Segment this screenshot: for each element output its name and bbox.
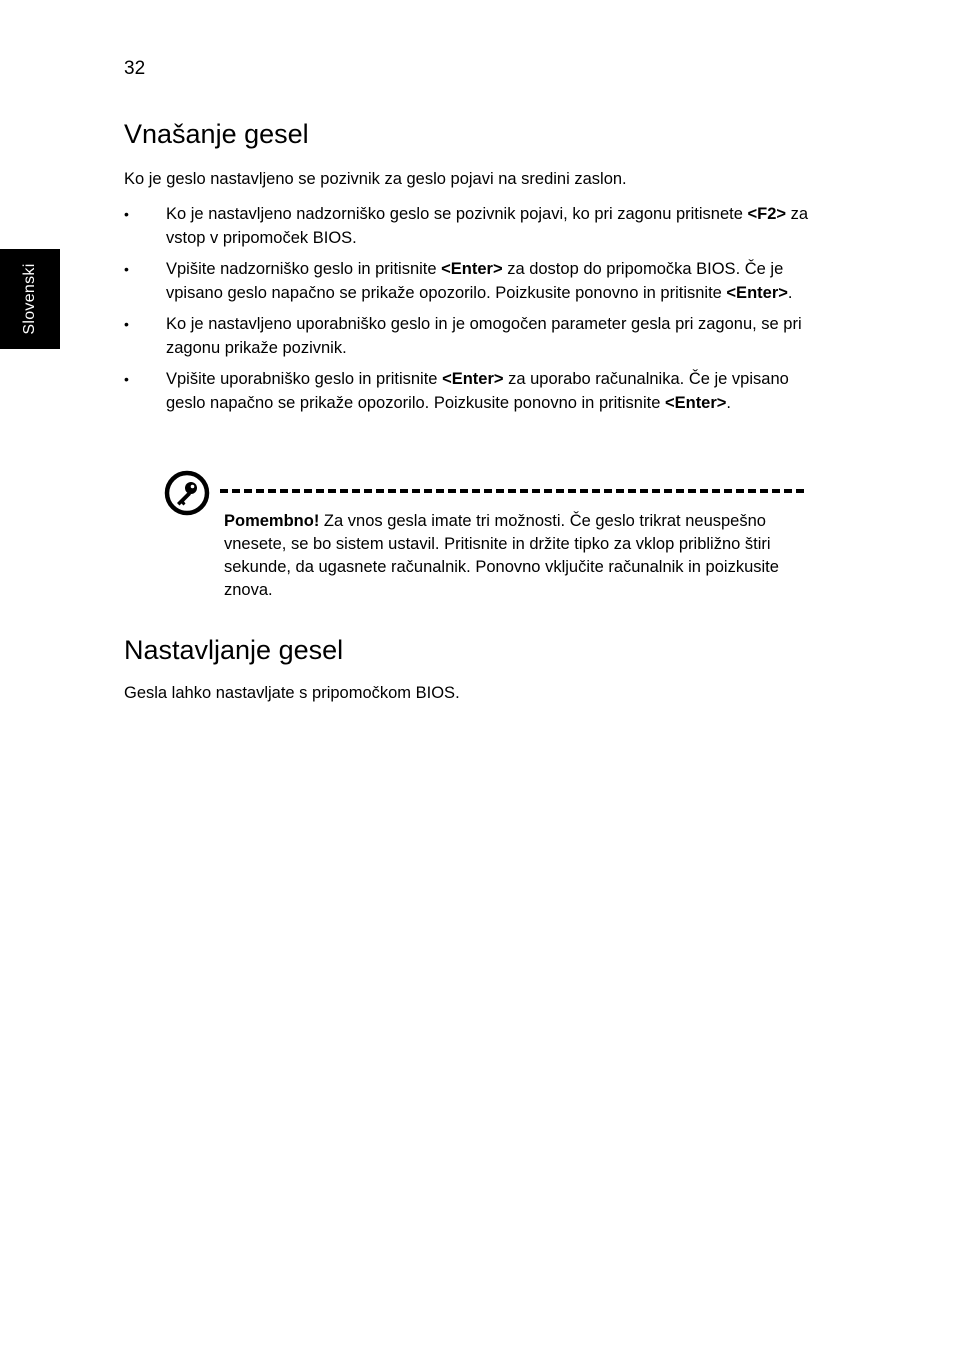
note-divider xyxy=(220,489,804,493)
bullet-list xyxy=(124,203,814,423)
bullet-text: za uporabo računalnika. Če je vpisano geslo napačno se prikaže opozorilo. Poizkusite ponovno in pritisnite xyxy=(166,370,789,412)
bullet-text: za dostop do pripomočka BIOS. Če je vpisano geslo napačno se prikaže opozorilo. Poizkusite ponovno in pritisnite xyxy=(166,260,784,302)
list-item xyxy=(124,313,814,360)
section-title-entering-passwords: Vnašanje gesel xyxy=(124,119,309,149)
bullet-text: . xyxy=(726,393,732,412)
key-label: <Enter> xyxy=(441,260,503,278)
bullet-text: Vpišite nadzorniško geslo in pritisnite xyxy=(166,260,442,278)
language-tab xyxy=(0,249,60,349)
list-item xyxy=(124,203,814,250)
bullet-text: Vpišite uporabniško geslo in pritisnite xyxy=(166,370,443,388)
bullet-text: za vstop v pripomoček BIOS. xyxy=(166,205,809,247)
key-icon xyxy=(164,470,210,516)
section-title-setting-passwords: Nastavljanje gesel xyxy=(124,635,344,665)
bullet-text: Ko je nastavljeno nadzorniško geslo se pozivnik pojavi, ko pri zagonu pritisnete xyxy=(166,205,748,223)
bullet-text: . xyxy=(787,283,793,302)
section-intro: Ko je geslo nastavljeno se pozivnik za geslo pojavi na sredini zaslon. xyxy=(124,170,627,188)
bullet-dot: • xyxy=(124,261,129,277)
section-intro: Gesla lahko nastavljate s pripomočkom BIOS. xyxy=(124,684,460,702)
bullet-dot: • xyxy=(124,206,129,222)
bullet-dot: • xyxy=(124,316,129,332)
bullet-dot: • xyxy=(124,371,129,387)
list-item xyxy=(124,258,814,305)
key-label: <F2> xyxy=(747,205,787,223)
list-item xyxy=(124,368,814,415)
key-label: <Enter> xyxy=(664,393,727,412)
page-number: 32 xyxy=(124,58,146,79)
language-tab-label: Slovenski xyxy=(21,263,38,335)
note-label: Pomembno! xyxy=(224,512,320,530)
important-note xyxy=(224,510,804,602)
note-text: Za vnos gesla imate tri možnosti. Če geslo trikrat neuspešno vnesete, se bo sistem ustavil. Pritisnite in držite tipko za vklop približno štiri sekunde, da ugasnete računalnik. Ponovno vključite računalnik in poizkusite znova. xyxy=(224,512,779,599)
key-label: <Enter> xyxy=(726,283,788,302)
bullet-text: Ko je nastavljeno uporabniško geslo in je omogočen parameter gesla pri zagonu, se pri zagonu prikaže pozivnik. xyxy=(166,315,802,357)
key-label: <Enter> xyxy=(442,370,504,388)
